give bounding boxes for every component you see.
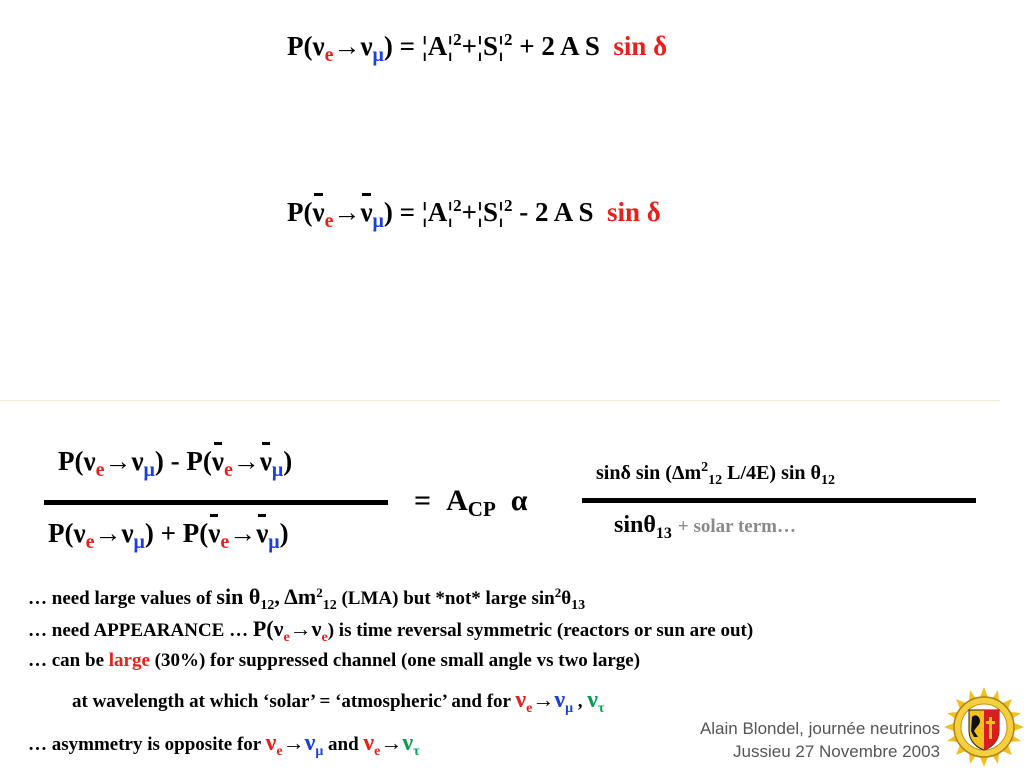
acp-expression: = $A_{CP}$ α bbox=[414, 484, 528, 521]
equation-probability-antineutrino: $P(\nu_e\to\nu_\mu)$ = ¦A¦$^2$+¦S¦$^2$ - 2 A S sin δ bbox=[287, 196, 661, 232]
separator-line bbox=[0, 400, 1000, 401]
bullet-line-3: … can be large (30%) for suppressed channel (one small angle vs two large) bbox=[28, 650, 641, 671]
fraction-bar-right bbox=[582, 498, 976, 503]
right-fraction-numerator: sinδ $\sin (\Delta m^2_{12}$ L/4E) $\sin \theta_{12}$ bbox=[596, 460, 835, 488]
footer-credits bbox=[700, 717, 940, 763]
bullet-line-5: … asymmetry is opposite for $\nu_e\to\nu_\mu$ and $\nu_e\to\nu_\tau$ bbox=[28, 730, 420, 759]
bullet-line-1: … need large values of $\sin \theta_{12}$, $\Delta m^2_{12}$ (LMA) but *not* large $\sin^2\theta_{13}$ bbox=[28, 584, 586, 613]
overbar-nu-e: ν bbox=[312, 197, 325, 227]
overbar-nu-mu: ν bbox=[259, 446, 272, 476]
right-fraction-denominator: sinθ$_{13}$ + solar term… bbox=[614, 512, 797, 542]
overbar-nu-e: ν bbox=[211, 446, 224, 476]
bullet-line-4: at wavelength at which ‘solar’ = ‘atmospheric’ and for $\nu_e\to\nu_\mu$ , $\nu_\tau$ bbox=[72, 687, 605, 716]
ratio-denominator: $P(\nu_e\to\nu_\mu) + P(\nu_e\to\nu_\mu)$ bbox=[48, 518, 289, 553]
overbar-nu-mu: ν bbox=[360, 197, 373, 227]
equation-probability-neutrino: $P(\nu_e\to\nu_\mu)$ = ¦A¦$^2$+¦S¦$^2$ + 2 A S sin δ bbox=[287, 30, 668, 66]
bullet-line-2: … need APPEARANCE … $P(\nu_e\to\nu_e)$ is time reversal symmetric (reactors or sun are out) bbox=[28, 616, 754, 645]
overbar-nu-mu: ν bbox=[256, 518, 269, 548]
university-seal-icon bbox=[944, 686, 1024, 768]
overbar-nu-e: ν bbox=[208, 518, 221, 548]
footer-venue-date: Jussieu 27 Novembre 2003 bbox=[733, 742, 940, 761]
footer-author: Alain Blondel, journée neutrinos bbox=[699, 719, 940, 738]
fraction-bar-left bbox=[44, 500, 388, 505]
ratio-numerator: $P(\nu_e\to\nu_\mu) - P(\nu_e\to\nu_\mu)$ bbox=[58, 446, 293, 481]
